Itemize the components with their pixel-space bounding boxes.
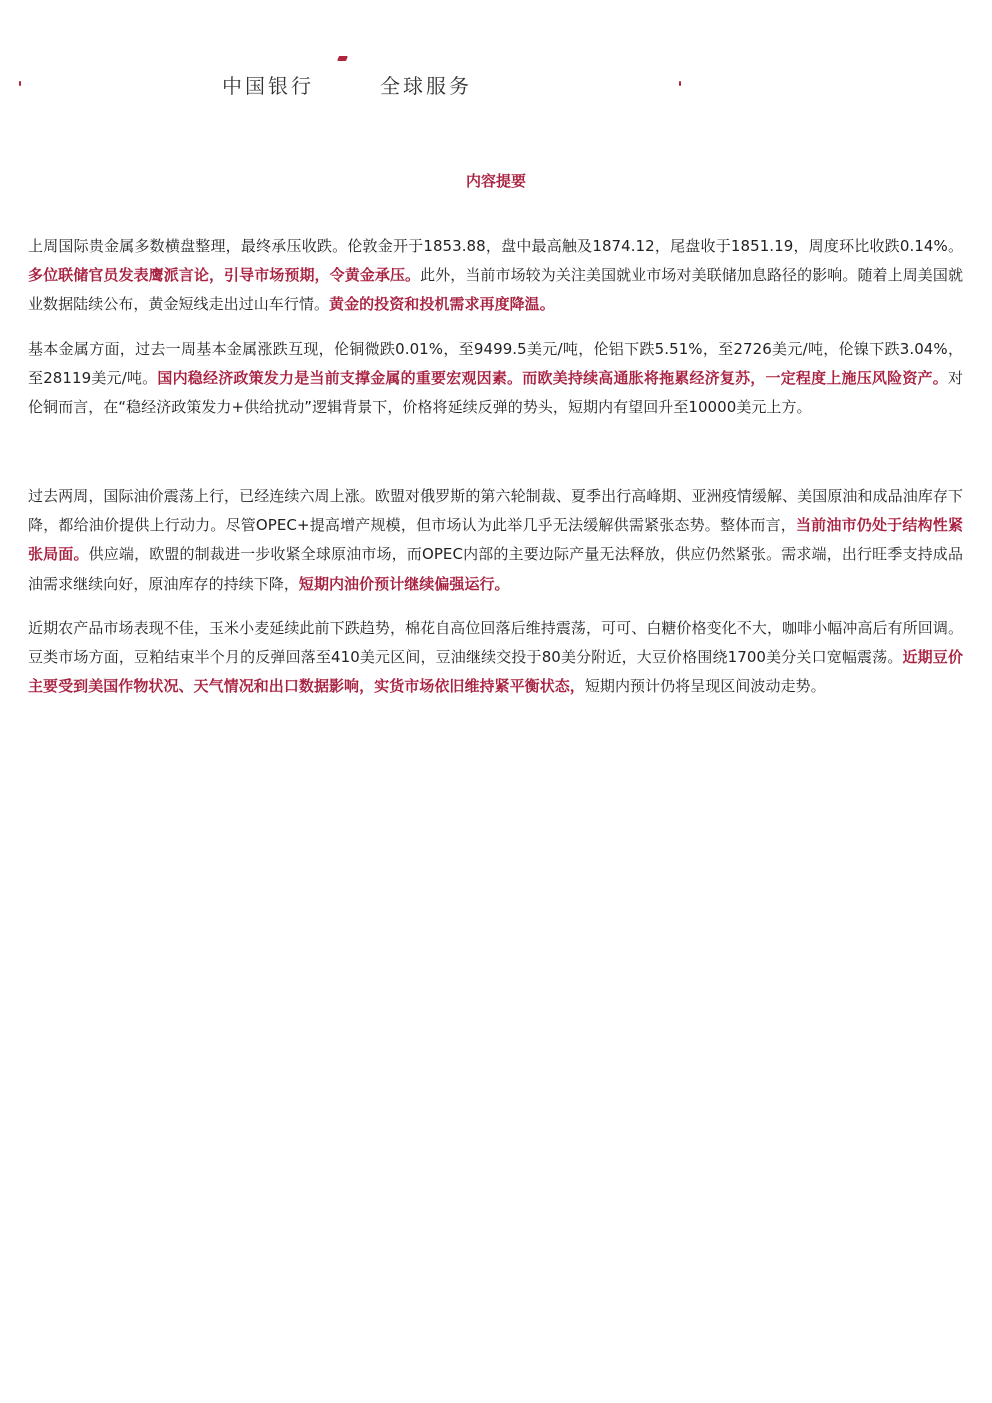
highlight-text: 黄金的投资和投机需求再度降温。 bbox=[329, 295, 555, 314]
paragraph-crude-oil bbox=[28, 482, 963, 599]
highlight-text: 当前油市仍处于结构性紧张局面。 bbox=[28, 516, 963, 564]
paragraph-text: 过去两周，国际油价震荡上行，已经连续六周上涨。欧盟对俄罗斯的第六轮制裁、夏季出行高峰期、亚洲疫情缓解、美国原油和成品油库存下降，都给油价提供上行动力。尽管OPEC+提高增产规模，但市场认为此举几乎无法缓解供需紧张态势。整体而言， bbox=[28, 487, 963, 535]
paragraph-text: 近期农产品市场表现不佳，玉米小麦延续此前下跌趋势，棉花自高位回落后维持震荡，可可、白糖价格变化不大，咖啡小幅冲高后有所回调。豆类市场方面，豆粕结束半个月的反弹回落至410美元区间，豆油继续交投于80美分附近，大豆价格围绕1700美分关口宽幅震荡。 bbox=[28, 619, 963, 667]
paragraph-text: 基本金属方面，过去一周基本金属涨跌互现，伦铜微跌0.01%，至9499.5美元/吨，伦铝下跌5.51%，至2726美元/吨，伦镍下跌3.04%，至28119美元/吨。 bbox=[28, 340, 963, 388]
highlight-text: 短期内油价预计继续偏强运行。 bbox=[298, 574, 510, 593]
paragraph-agriculture bbox=[28, 614, 963, 702]
decorative-mark bbox=[679, 81, 681, 86]
decorative-mark bbox=[19, 81, 21, 86]
paragraph-precious-metals bbox=[28, 232, 963, 320]
paragraph-text: 对伦铜而言，在“稳经济政策发力+供给扰动”逻辑背景下，价格将延续反弹的势头，短期内有望回升至10000美元上方。 bbox=[28, 369, 963, 417]
paragraph-text: 此外，当前市场较为关注美国就业市场对美联储加息路径的影响。随着上周美国就业数据陆续公布，黄金短线走出过山车行情。 bbox=[28, 266, 963, 314]
paragraph-text: 短期内预计仍将呈现区间波动走势。 bbox=[584, 677, 826, 696]
slogan-global-service: 全球服务 bbox=[380, 74, 472, 98]
summary-title: 内容提要 bbox=[465, 172, 526, 190]
paragraph-text: 供应端，欧盟的制裁进一步收紧全球原油市场，而OPEC内部的主要边际产量无法释放，供应仍然紧张。需求端，出行旺季支持成品油需求继续向好，原油库存的持续下降， bbox=[28, 545, 963, 593]
page-header bbox=[0, 0, 992, 120]
paragraph-text: 上周国际贵金属多数横盘整理，最终承压收跌。伦敦金开于1853.88，盘中最高触及1874.12，尾盘收于1851.19，周度环比收跌0.14%。 bbox=[28, 237, 963, 255]
paragraph-base-metals bbox=[28, 335, 963, 423]
highlight-text: 近期豆价主要受到美国作物状况、天气情况和出口数据影响，实货市场依旧维持紧平衡状态， bbox=[28, 648, 964, 696]
slogan-bank-name: 中国银行 bbox=[222, 74, 314, 98]
decorative-mark bbox=[337, 56, 348, 61]
highlight-text: 国内稳经济政策发力是当前支撑金属的重要宏观因素。而欧美持续高通胀将拖累经济复苏，一定程度上施压风险资产。 bbox=[157, 369, 948, 388]
highlight-text: 多位联储官员发表鹰派言论，引导市场预期，令黄金承压。 bbox=[28, 266, 421, 285]
